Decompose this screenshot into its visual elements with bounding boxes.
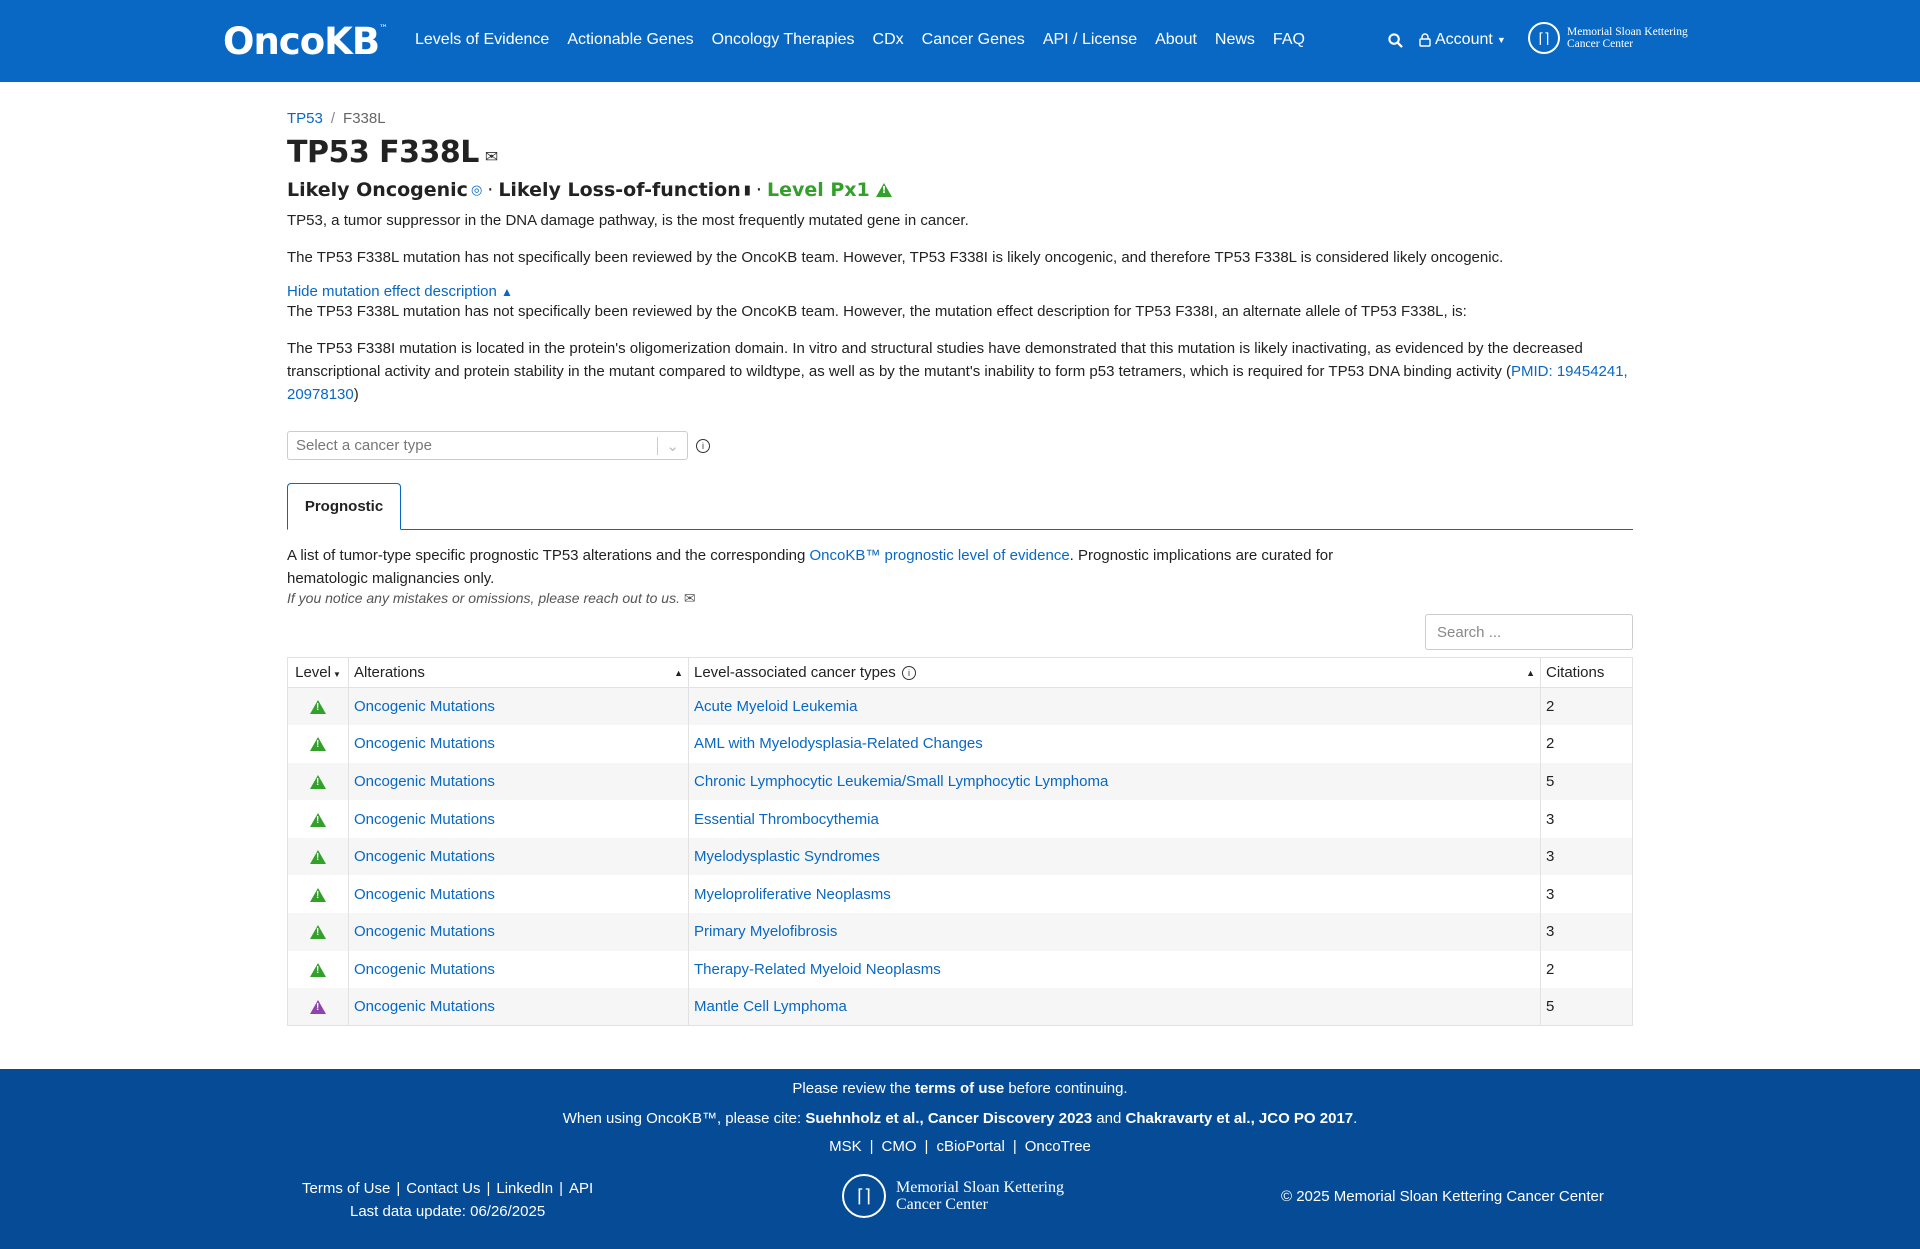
level-icon[interactable] — [310, 737, 326, 751]
search-icon[interactable] — [1388, 33, 1403, 48]
footer-link-oncotree[interactable]: OncoTree — [1024, 1138, 1091, 1155]
msk-logo-icon: ⌈⌉ — [842, 1174, 886, 1218]
table-row — [288, 800, 1633, 838]
footer-link-cmo[interactable]: CMO — [881, 1138, 917, 1155]
caret-down-icon: ▼ — [1496, 35, 1506, 45]
lock-icon — [1419, 33, 1431, 47]
level-icon[interactable] — [310, 1000, 326, 1014]
tab-prognostic[interactable]: Prognostic — [287, 483, 401, 530]
alteration-link[interactable]: Oncogenic Mutations — [354, 810, 495, 828]
column-header-cancer-types[interactable]: Level-associated cancer types i ▲ — [689, 658, 1541, 688]
cancer-type-link[interactable]: Acute Myeloid Leukemia — [694, 698, 858, 716]
cancer-type-cell — [689, 688, 1541, 726]
last-data-update: Last data update: 06/26/2025 — [350, 1203, 546, 1220]
nav-cancer-genes[interactable]: Cancer Genes — [921, 31, 1025, 48]
alteration-link[interactable]: Oncogenic Mutations — [354, 998, 495, 1016]
level-cell — [288, 800, 349, 838]
level-cell — [288, 875, 349, 913]
level-icon[interactable] — [310, 963, 326, 977]
cite-chakravarty-link[interactable]: Chakravarty et al., JCO PO 2017 — [1125, 1110, 1354, 1127]
table-row — [288, 688, 1633, 726]
table-row — [288, 913, 1633, 951]
pmid-link[interactable]: PMID: 19454241, 20978130 — [287, 363, 1628, 403]
table-search-input[interactable]: Search ... — [1425, 614, 1633, 650]
citations-cell[interactable]: 3 — [1541, 838, 1633, 876]
table-row — [288, 951, 1633, 989]
alteration-cell — [349, 763, 689, 801]
alteration-cell — [349, 988, 689, 1026]
main-nav — [415, 31, 1323, 49]
alteration-link[interactable]: Oncogenic Mutations — [354, 848, 495, 866]
level-cell — [288, 838, 349, 876]
footer-link-msk[interactable]: MSK — [829, 1138, 862, 1155]
nav-levels-of-evidence[interactable]: Levels of Evidence — [415, 31, 550, 48]
cancer-type-cell — [689, 988, 1541, 1026]
footer-contact-link[interactable]: Contact Us — [406, 1180, 481, 1197]
top-navbar — [0, 0, 1920, 82]
msk-logo-line2: Cancer Center — [1567, 38, 1634, 50]
tab-bar — [287, 483, 1633, 530]
footer-link-cbioportal[interactable]: cBioPortal — [936, 1138, 1005, 1155]
hide-mutation-effect-link[interactable]: Hide mutation effect description ▲ — [287, 283, 513, 300]
nav-api-license[interactable]: API / License — [1042, 31, 1138, 48]
cancer-type-link[interactable]: Myeloproliferative Neoplasms — [694, 885, 891, 903]
alteration-link[interactable]: Oncogenic Mutations — [354, 735, 495, 753]
citations-cell[interactable]: 2 — [1541, 688, 1633, 726]
footer-api-link[interactable]: API — [569, 1180, 594, 1197]
prognostic-description: A list of tumor-type specific prognostic TP53 alterations and the corresponding OncoKB™ prognostic level of evidence. Prognostic implications are curated for hematologic malignancies only. — [287, 547, 1334, 587]
msk-footer-logo[interactable] — [842, 1174, 1064, 1218]
chevron-up-circle-icon: ▲ — [501, 285, 513, 299]
msk-logo-line1: Memorial Sloan Kettering — [896, 1179, 1064, 1196]
alteration-cell — [349, 913, 689, 951]
breadcrumb-separator: / — [330, 110, 336, 127]
column-header-alterations[interactable]: Alterations ▲ — [349, 658, 689, 688]
breadcrumb-alteration: F338L — [343, 110, 386, 127]
alteration-link[interactable]: Oncogenic Mutations — [354, 772, 495, 790]
alteration-cell — [349, 688, 689, 726]
mistake-notice: If you notice any mistakes or omissions, please reach out to us. ✉ — [287, 590, 696, 606]
level-icon[interactable] — [310, 775, 326, 789]
cancer-type-placeholder: Select a cancer type — [296, 437, 432, 454]
msk-logo-line2: Cancer Center — [896, 1196, 988, 1213]
cancer-type-link[interactable]: AML with Myelodysplasia-Related Changes — [694, 735, 983, 753]
nav-news[interactable]: News — [1214, 31, 1255, 48]
level-cell — [288, 688, 349, 726]
footer-partner-links: MSK | CMO | cBioPortal | OncoTree — [829, 1138, 1091, 1155]
citations-cell[interactable]: 2 — [1541, 725, 1633, 763]
alteration-link[interactable]: Oncogenic Mutations — [354, 923, 495, 941]
alteration-cell — [349, 951, 689, 989]
envelope-icon[interactable]: ✉ — [683, 590, 696, 606]
cancer-type-link[interactable]: Mantle Cell Lymphoma — [694, 998, 847, 1016]
citations-cell[interactable]: 2 — [1541, 951, 1633, 989]
level-label: Level Px1 — [766, 179, 870, 201]
citations-cell[interactable]: 3 — [1541, 800, 1633, 838]
separator-dot: · — [755, 179, 762, 201]
msk-logo-icon: ⌈⌉ — [1528, 22, 1560, 54]
account-menu[interactable] — [1419, 31, 1506, 49]
prognostic-level-link[interactable]: OncoKB™ prognostic level of evidence — [809, 547, 1070, 564]
level-cell — [288, 913, 349, 951]
citation-notice: When using OncoKB™, please cite: Suehnholz et al., Cancer Discovery 2023 and Chakravarty et al., JCO PO 2017. — [562, 1110, 1358, 1127]
table-row — [288, 725, 1633, 763]
cancer-type-link[interactable]: Primary Myelofibrosis — [694, 923, 838, 941]
alteration-cell — [349, 838, 689, 876]
cancer-type-cell — [689, 838, 1541, 876]
footer-terms-link[interactable]: Terms of Use — [302, 1180, 391, 1197]
alteration-link[interactable]: Oncogenic Mutations — [354, 885, 495, 903]
gene-summary: TP53, a tumor suppressor in the DNA damage pathway, is the most frequently mutated gene in cancer. — [287, 212, 969, 229]
table-row — [288, 988, 1633, 1026]
cancer-type-select-row — [287, 431, 1633, 460]
footer — [0, 1069, 1920, 1249]
page-title: TP53 F338L ✉ — [287, 135, 498, 170]
nav-faq[interactable]: FAQ — [1272, 31, 1305, 48]
nav-actionable-genes[interactable]: Actionable Genes — [567, 31, 694, 48]
terms-of-use-link[interactable]: terms of use — [914, 1080, 1005, 1097]
breadcrumb — [287, 110, 1633, 127]
mutation-effect-intro: The TP53 F338L mutation has not specifically been reviewed by the OncoKB team. However, the mutation effect description for TP53 F338I, an alternate allele of TP53 F338L, is: — [287, 303, 1467, 320]
cancer-type-cell — [689, 725, 1541, 763]
book-icon[interactable]: ▮ — [743, 182, 751, 198]
terms-notice: Please review the terms of use before continuing. — [792, 1080, 1128, 1097]
table-row — [288, 763, 1633, 801]
mutation-effect-description: The TP53 F338I mutation is located in the protein's oligomerization domain. In vitro and structural studies have demonstrated that this mutation is likely inactivating, as evidenced by the decreased transcriptional activity and protein stability in the mutant compared to wildtype, as well as by the mutant's inability to form p53 tetramers, which is required for TP53 DNA binding activity (PMID: 19454241, 20978130) — [287, 340, 1628, 403]
oncogenic-target-icon[interactable]: ◎ — [470, 182, 483, 198]
envelope-icon[interactable]: ✉ — [484, 147, 498, 166]
cancer-type-cell — [689, 763, 1541, 801]
prognostic-table — [287, 657, 1633, 1026]
separator-dot: · — [487, 179, 494, 201]
nav-oncology-therapies[interactable]: Oncology Therapies — [711, 31, 855, 48]
citations-cell[interactable]: 5 — [1541, 988, 1633, 1026]
level-cell — [288, 725, 349, 763]
cancer-type-link[interactable]: Chronic Lymphocytic Leukemia/Small Lymphocytic Lymphoma — [694, 772, 1109, 790]
alteration-link[interactable]: Oncogenic Mutations — [354, 960, 495, 978]
level-cell — [288, 988, 349, 1026]
level-icon[interactable] — [310, 700, 326, 714]
msk-logo-line1: Memorial Sloan Kettering — [1567, 26, 1688, 38]
cancer-type-select[interactable] — [287, 431, 688, 460]
cancer-type-link[interactable]: Therapy-Related Myeloid Neoplasms — [694, 960, 941, 978]
info-icon[interactable]: i — [902, 666, 916, 680]
column-header-citations[interactable]: Citations — [1541, 658, 1633, 688]
msk-header-logo[interactable] — [1528, 22, 1688, 54]
oncokb-logo[interactable]: OncoKB™ — [223, 20, 388, 63]
cancer-type-cell — [689, 875, 1541, 913]
column-header-level[interactable]: Level ▼ — [288, 658, 349, 688]
oncogenicity-label: Likely Oncogenic — [287, 179, 468, 201]
cancer-type-cell — [689, 913, 1541, 951]
variant-summary: The TP53 F338L mutation has not specifically been reviewed by the OncoKB team. However, TP53 F338I is likely oncogenic, and therefore TP53 F338L is considered likely oncogenic. — [287, 249, 1504, 266]
level-cell — [288, 951, 349, 989]
level-cell — [288, 763, 349, 801]
level-icon[interactable] — [310, 888, 326, 902]
citations-cell[interactable]: 3 — [1541, 913, 1633, 951]
nav-about[interactable]: About — [1155, 31, 1197, 48]
level-icon[interactable] — [310, 850, 326, 864]
cancer-type-cell — [689, 951, 1541, 989]
alteration-cell — [349, 725, 689, 763]
table-row — [288, 875, 1633, 913]
cancer-type-cell — [689, 800, 1541, 838]
table-row — [288, 838, 1633, 876]
variant-summary-line — [287, 179, 1633, 201]
breadcrumb-gene-link[interactable]: TP53 — [287, 110, 323, 127]
main-content — [287, 110, 1633, 1016]
cancer-type-link[interactable]: Essential Thrombocythemia — [694, 810, 879, 828]
alteration-link[interactable]: Oncogenic Mutations — [354, 698, 495, 716]
alteration-cell — [349, 875, 689, 913]
citations-cell[interactable]: 3 — [1541, 875, 1633, 913]
level-px1-icon[interactable] — [876, 183, 892, 197]
mutation-effect-label: Likely Loss-of-function — [498, 179, 741, 201]
level-icon[interactable] — [310, 925, 326, 939]
alteration-cell — [349, 800, 689, 838]
cancer-type-link[interactable]: Myelodysplastic Syndromes — [694, 848, 880, 866]
level-icon[interactable] — [310, 813, 326, 827]
citations-cell[interactable]: 5 — [1541, 763, 1633, 801]
footer-left: Terms of Use | Contact Us | LinkedIn | API Last data update: 06/26/2025 — [302, 1177, 593, 1223]
chevron-down-icon: ⌄ — [657, 437, 679, 455]
nav-cdx[interactable]: CDx — [872, 31, 904, 48]
copyright: © 2025 Memorial Sloan Kettering Cancer Center — [1281, 1188, 1604, 1205]
info-icon[interactable]: i — [696, 439, 710, 453]
footer-linkedin-link[interactable]: LinkedIn — [496, 1180, 554, 1197]
account-label: Account — [1435, 31, 1493, 48]
cite-suehnholz-link[interactable]: Suehnholz et al., Cancer Discovery 2023 — [805, 1110, 1093, 1127]
